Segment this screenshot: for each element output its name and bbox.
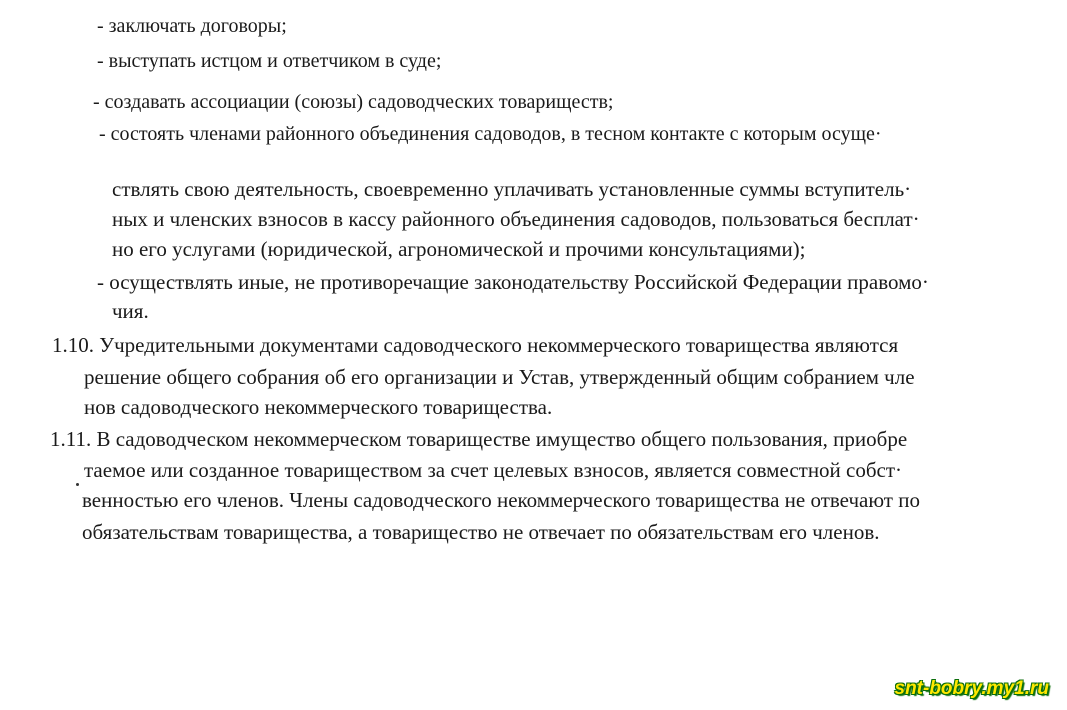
- paragraph-line: чия.: [112, 299, 149, 323]
- list-item-court: - выступать истцом и ответчиком в суде;: [97, 50, 442, 72]
- site-watermark: snt-bobry.my1.ru: [894, 678, 1049, 699]
- list-item-associations: - создавать ассоциации (союзы) садоводческих товариществ;: [93, 91, 614, 113]
- paragraph-line: таемое или созданное товариществом за счет целевых взносов, является совместной собст·: [84, 458, 903, 482]
- paragraph-line: венностью его членов. Члены садоводческого некоммерческого товарищества не отвечают по: [82, 488, 920, 512]
- scan-speck: [76, 483, 79, 486]
- paragraph-line: нов садоводческого некоммерческого товарищества.: [84, 395, 553, 419]
- paragraph-line: решение общего собрания об его организации и Устав, утвержденный общим собранием чле: [84, 365, 915, 389]
- paragraph-line: ных и членских взносов в кассу районного объединения садоводов, пользоваться бесплат·: [112, 207, 920, 231]
- list-item-other-powers: - осуществлять иные, не противоречащие законодательству Российской Федерации правомо·: [97, 270, 929, 294]
- clause-1-10-heading: 1.10. Учредительными документами садоводческого некоммерческого товарищества являются: [52, 333, 899, 357]
- clause-1-11-heading: 1.11. В садоводческом некоммерческом товариществе имущество общего пользования, приобре: [50, 427, 908, 451]
- paragraph-line: обязательствам товарищества, а товарищество не отвечает по обязательствам его членов.: [82, 520, 880, 544]
- paragraph-line: ствлять свою деятельность, своевременно уплачивать установленные суммы вступитель·: [112, 177, 912, 201]
- paragraph-line: но его услугами (юридической, агрономической и прочими консультациями);: [112, 237, 806, 261]
- list-item-make-contracts: - заключать договоры;: [97, 15, 287, 37]
- list-item-membership: - состоять членами районного объединения садоводов, в тесном контакте с которым осуще·: [99, 123, 882, 145]
